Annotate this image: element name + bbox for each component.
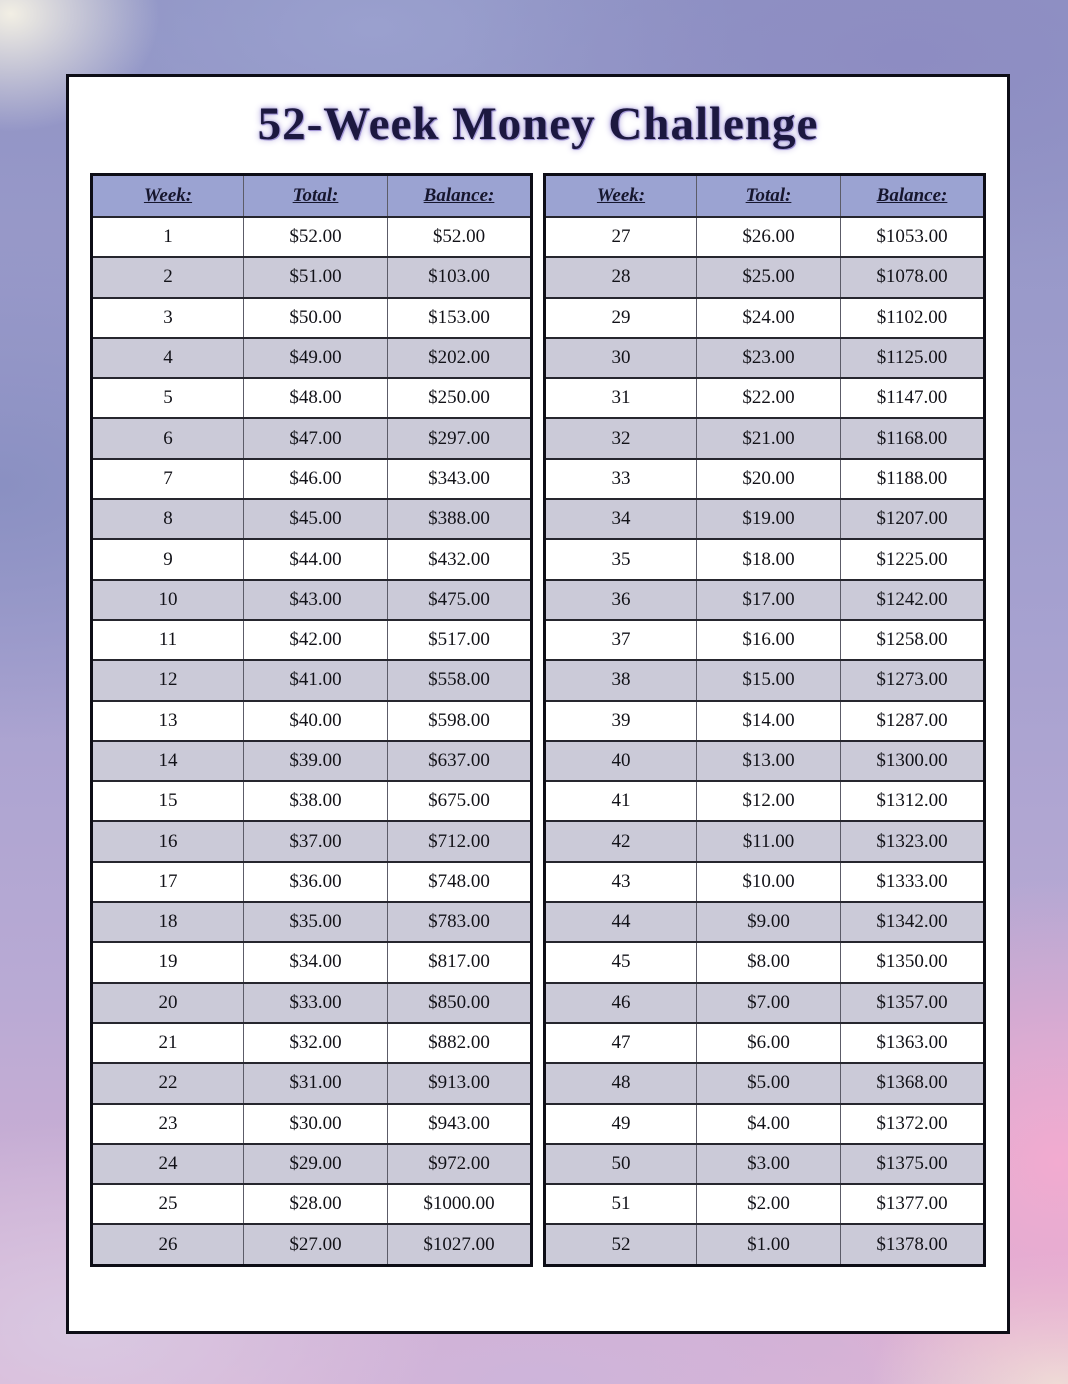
table-row (545, 1184, 985, 1224)
balance-cell: $1357.00 (841, 983, 985, 1023)
week-cell: 23 (92, 1104, 244, 1144)
week-cell: 37 (545, 620, 697, 660)
table-row (92, 378, 532, 418)
balance-cell: $1188.00 (841, 459, 985, 499)
table-row (92, 1104, 532, 1144)
table-row (545, 257, 985, 297)
balance-cell: $675.00 (388, 781, 532, 821)
total-cell: $43.00 (244, 580, 388, 620)
table-row (92, 539, 532, 579)
balance-cell: $1273.00 (841, 660, 985, 700)
table-row (545, 781, 985, 821)
week-cell: 51 (545, 1184, 697, 1224)
balance-cell: $1102.00 (841, 298, 985, 338)
balance-column-header: Balance: (388, 175, 532, 218)
table-row (545, 821, 985, 861)
balance-cell: $1225.00 (841, 539, 985, 579)
table-header-row (92, 175, 532, 218)
week-cell: 8 (92, 499, 244, 539)
week-cell: 32 (545, 418, 697, 458)
page-title: 52-Week Money Challenge (257, 98, 819, 150)
week-cell: 21 (92, 1023, 244, 1063)
table-row (92, 257, 532, 297)
balance-cell: $1350.00 (841, 942, 985, 982)
table-row (92, 983, 532, 1023)
total-cell: $10.00 (697, 862, 841, 902)
total-cell: $18.00 (697, 539, 841, 579)
week-cell: 41 (545, 781, 697, 821)
balance-cell: $913.00 (388, 1063, 532, 1103)
table-row (92, 660, 532, 700)
balance-cell: $1000.00 (388, 1184, 532, 1224)
total-cell: $40.00 (244, 701, 388, 741)
week-cell: 39 (545, 701, 697, 741)
table-row (92, 821, 532, 861)
table-row (92, 902, 532, 942)
week-cell: 10 (92, 580, 244, 620)
week-cell: 42 (545, 821, 697, 861)
week-cell: 43 (545, 862, 697, 902)
balance-cell: $783.00 (388, 902, 532, 942)
week-cell: 31 (545, 378, 697, 418)
table-row (92, 781, 532, 821)
total-cell: $28.00 (244, 1184, 388, 1224)
balance-cell: $558.00 (388, 660, 532, 700)
total-cell: $15.00 (697, 660, 841, 700)
total-cell: $7.00 (697, 983, 841, 1023)
money-table-weeks-1-26 (90, 173, 533, 1267)
week-cell: 30 (545, 338, 697, 378)
balance-cell: $943.00 (388, 1104, 532, 1144)
table-row (545, 660, 985, 700)
balance-cell: $1053.00 (841, 217, 985, 257)
week-cell: 29 (545, 298, 697, 338)
table-row (92, 580, 532, 620)
balance-cell: $517.00 (388, 620, 532, 660)
total-cell: $29.00 (244, 1144, 388, 1184)
total-cell: $16.00 (697, 620, 841, 660)
table-header-row (545, 175, 985, 218)
balance-cell: $712.00 (388, 821, 532, 861)
balance-cell: $388.00 (388, 499, 532, 539)
table-row (545, 338, 985, 378)
total-cell: $12.00 (697, 781, 841, 821)
week-cell: 47 (545, 1023, 697, 1063)
total-cell: $30.00 (244, 1104, 388, 1144)
table-row (92, 499, 532, 539)
table-row (92, 418, 532, 458)
table-row (545, 1023, 985, 1063)
balance-cell: $1378.00 (841, 1224, 985, 1265)
week-cell: 9 (92, 539, 244, 579)
table-row (92, 741, 532, 781)
table-row (92, 942, 532, 982)
week-cell: 20 (92, 983, 244, 1023)
week-cell: 2 (92, 257, 244, 297)
balance-cell: $850.00 (388, 983, 532, 1023)
table-row (545, 418, 985, 458)
table-body-left (92, 217, 532, 1265)
table-row (92, 217, 532, 257)
table-row (92, 459, 532, 499)
total-cell: $8.00 (697, 942, 841, 982)
week-column-header: Week: (545, 175, 697, 218)
total-cell: $17.00 (697, 580, 841, 620)
total-cell: $34.00 (244, 942, 388, 982)
week-cell: 48 (545, 1063, 697, 1103)
balance-cell: $1258.00 (841, 620, 985, 660)
balance-cell: $475.00 (388, 580, 532, 620)
balance-cell: $52.00 (388, 217, 532, 257)
table-row (545, 378, 985, 418)
balance-cell: $1375.00 (841, 1144, 985, 1184)
week-cell: 25 (92, 1184, 244, 1224)
week-cell: 17 (92, 862, 244, 902)
total-cell: $23.00 (697, 338, 841, 378)
week-cell: 40 (545, 741, 697, 781)
balance-cell: $1287.00 (841, 701, 985, 741)
balance-cell: $1323.00 (841, 821, 985, 861)
balance-cell: $1147.00 (841, 378, 985, 418)
total-cell: $48.00 (244, 378, 388, 418)
table-row (92, 701, 532, 741)
week-cell: 24 (92, 1144, 244, 1184)
balance-cell: $103.00 (388, 257, 532, 297)
table-row (545, 862, 985, 902)
total-cell: $32.00 (244, 1023, 388, 1063)
week-cell: 18 (92, 902, 244, 942)
week-cell: 34 (545, 499, 697, 539)
balance-cell: $748.00 (388, 862, 532, 902)
balance-cell: $1027.00 (388, 1224, 532, 1265)
table-row (92, 620, 532, 660)
balance-cell: $1168.00 (841, 418, 985, 458)
table-row (545, 701, 985, 741)
balance-cell: $343.00 (388, 459, 532, 499)
week-cell: 33 (545, 459, 697, 499)
table-row (545, 620, 985, 660)
total-cell: $41.00 (244, 660, 388, 700)
total-cell: $19.00 (697, 499, 841, 539)
total-cell: $44.00 (244, 539, 388, 579)
balance-cell: $1078.00 (841, 257, 985, 297)
table-row (545, 741, 985, 781)
table-row (92, 1063, 532, 1103)
week-cell: 45 (545, 942, 697, 982)
table-row (545, 1104, 985, 1144)
total-cell: $11.00 (697, 821, 841, 861)
week-cell: 46 (545, 983, 697, 1023)
table-row (545, 1063, 985, 1103)
table-body-right (545, 217, 985, 1265)
table-row (92, 338, 532, 378)
balance-cell: $432.00 (388, 539, 532, 579)
balance-cell: $1207.00 (841, 499, 985, 539)
total-cell: $46.00 (244, 459, 388, 499)
week-cell: 49 (545, 1104, 697, 1144)
week-cell: 1 (92, 217, 244, 257)
total-cell: $31.00 (244, 1063, 388, 1103)
balance-cell: $1363.00 (841, 1023, 985, 1063)
table-row (545, 499, 985, 539)
table-row (545, 1224, 985, 1265)
table-row (92, 862, 532, 902)
table-row (92, 298, 532, 338)
table-row (545, 1144, 985, 1184)
total-cell: $20.00 (697, 459, 841, 499)
table-row (92, 1144, 532, 1184)
week-cell: 28 (545, 257, 697, 297)
money-table-weeks-27-52 (543, 173, 986, 1267)
week-cell: 52 (545, 1224, 697, 1265)
balance-cell: $972.00 (388, 1144, 532, 1184)
total-cell: $6.00 (697, 1023, 841, 1063)
total-cell: $22.00 (697, 378, 841, 418)
total-cell: $3.00 (697, 1144, 841, 1184)
total-cell: $49.00 (244, 338, 388, 378)
total-cell: $5.00 (697, 1063, 841, 1103)
worksheet-card (66, 74, 1010, 1334)
table-row (92, 1023, 532, 1063)
total-cell: $1.00 (697, 1224, 841, 1265)
total-column-header: Total: (244, 175, 388, 218)
total-cell: $13.00 (697, 741, 841, 781)
table-row (545, 942, 985, 982)
week-cell: 15 (92, 781, 244, 821)
table-row (545, 983, 985, 1023)
table-row (545, 580, 985, 620)
week-cell: 6 (92, 418, 244, 458)
total-cell: $4.00 (697, 1104, 841, 1144)
week-cell: 44 (545, 902, 697, 942)
balance-cell: $202.00 (388, 338, 532, 378)
total-cell: $14.00 (697, 701, 841, 741)
balance-cell: $297.00 (388, 418, 532, 458)
week-cell: 50 (545, 1144, 697, 1184)
balance-column-header: Balance: (841, 175, 985, 218)
week-cell: 19 (92, 942, 244, 982)
balance-cell: $1368.00 (841, 1063, 985, 1103)
total-cell: $21.00 (697, 418, 841, 458)
balance-cell: $1300.00 (841, 741, 985, 781)
total-column-header: Total: (697, 175, 841, 218)
week-cell: 12 (92, 660, 244, 700)
table-row (92, 1184, 532, 1224)
total-cell: $42.00 (244, 620, 388, 660)
table-row (545, 217, 985, 257)
week-cell: 35 (545, 539, 697, 579)
total-cell: $33.00 (244, 983, 388, 1023)
total-cell: $25.00 (697, 257, 841, 297)
total-cell: $9.00 (697, 902, 841, 942)
week-cell: 3 (92, 298, 244, 338)
week-cell: 27 (545, 217, 697, 257)
total-cell: $38.00 (244, 781, 388, 821)
total-cell: $35.00 (244, 902, 388, 942)
week-cell: 7 (92, 459, 244, 499)
table-row (545, 459, 985, 499)
week-cell: 26 (92, 1224, 244, 1265)
balance-cell: $637.00 (388, 741, 532, 781)
week-cell: 16 (92, 821, 244, 861)
total-cell: $2.00 (697, 1184, 841, 1224)
table-row (545, 298, 985, 338)
total-cell: $45.00 (244, 499, 388, 539)
total-cell: $39.00 (244, 741, 388, 781)
balance-cell: $250.00 (388, 378, 532, 418)
total-cell: $47.00 (244, 418, 388, 458)
balance-cell: $153.00 (388, 298, 532, 338)
balance-cell: $1333.00 (841, 862, 985, 902)
week-cell: 13 (92, 701, 244, 741)
total-cell: $27.00 (244, 1224, 388, 1265)
balance-cell: $882.00 (388, 1023, 532, 1063)
table-row (92, 1224, 532, 1265)
total-cell: $36.00 (244, 862, 388, 902)
balance-cell: $817.00 (388, 942, 532, 982)
balance-cell: $1377.00 (841, 1184, 985, 1224)
week-cell: 11 (92, 620, 244, 660)
balance-cell: $1312.00 (841, 781, 985, 821)
tables-container (90, 173, 1007, 1267)
week-cell: 36 (545, 580, 697, 620)
week-cell: 38 (545, 660, 697, 700)
total-cell: $50.00 (244, 298, 388, 338)
total-cell: $24.00 (697, 298, 841, 338)
week-cell: 4 (92, 338, 244, 378)
week-cell: 14 (92, 741, 244, 781)
week-column-header: Week: (92, 175, 244, 218)
total-cell: $51.00 (244, 257, 388, 297)
week-cell: 5 (92, 378, 244, 418)
balance-cell: $1125.00 (841, 338, 985, 378)
total-cell: $26.00 (697, 217, 841, 257)
table-row (545, 902, 985, 942)
balance-cell: $1372.00 (841, 1104, 985, 1144)
balance-cell: $1342.00 (841, 902, 985, 942)
balance-cell: $1242.00 (841, 580, 985, 620)
week-cell: 22 (92, 1063, 244, 1103)
table-row (545, 539, 985, 579)
total-cell: $52.00 (244, 217, 388, 257)
total-cell: $37.00 (244, 821, 388, 861)
balance-cell: $598.00 (388, 701, 532, 741)
